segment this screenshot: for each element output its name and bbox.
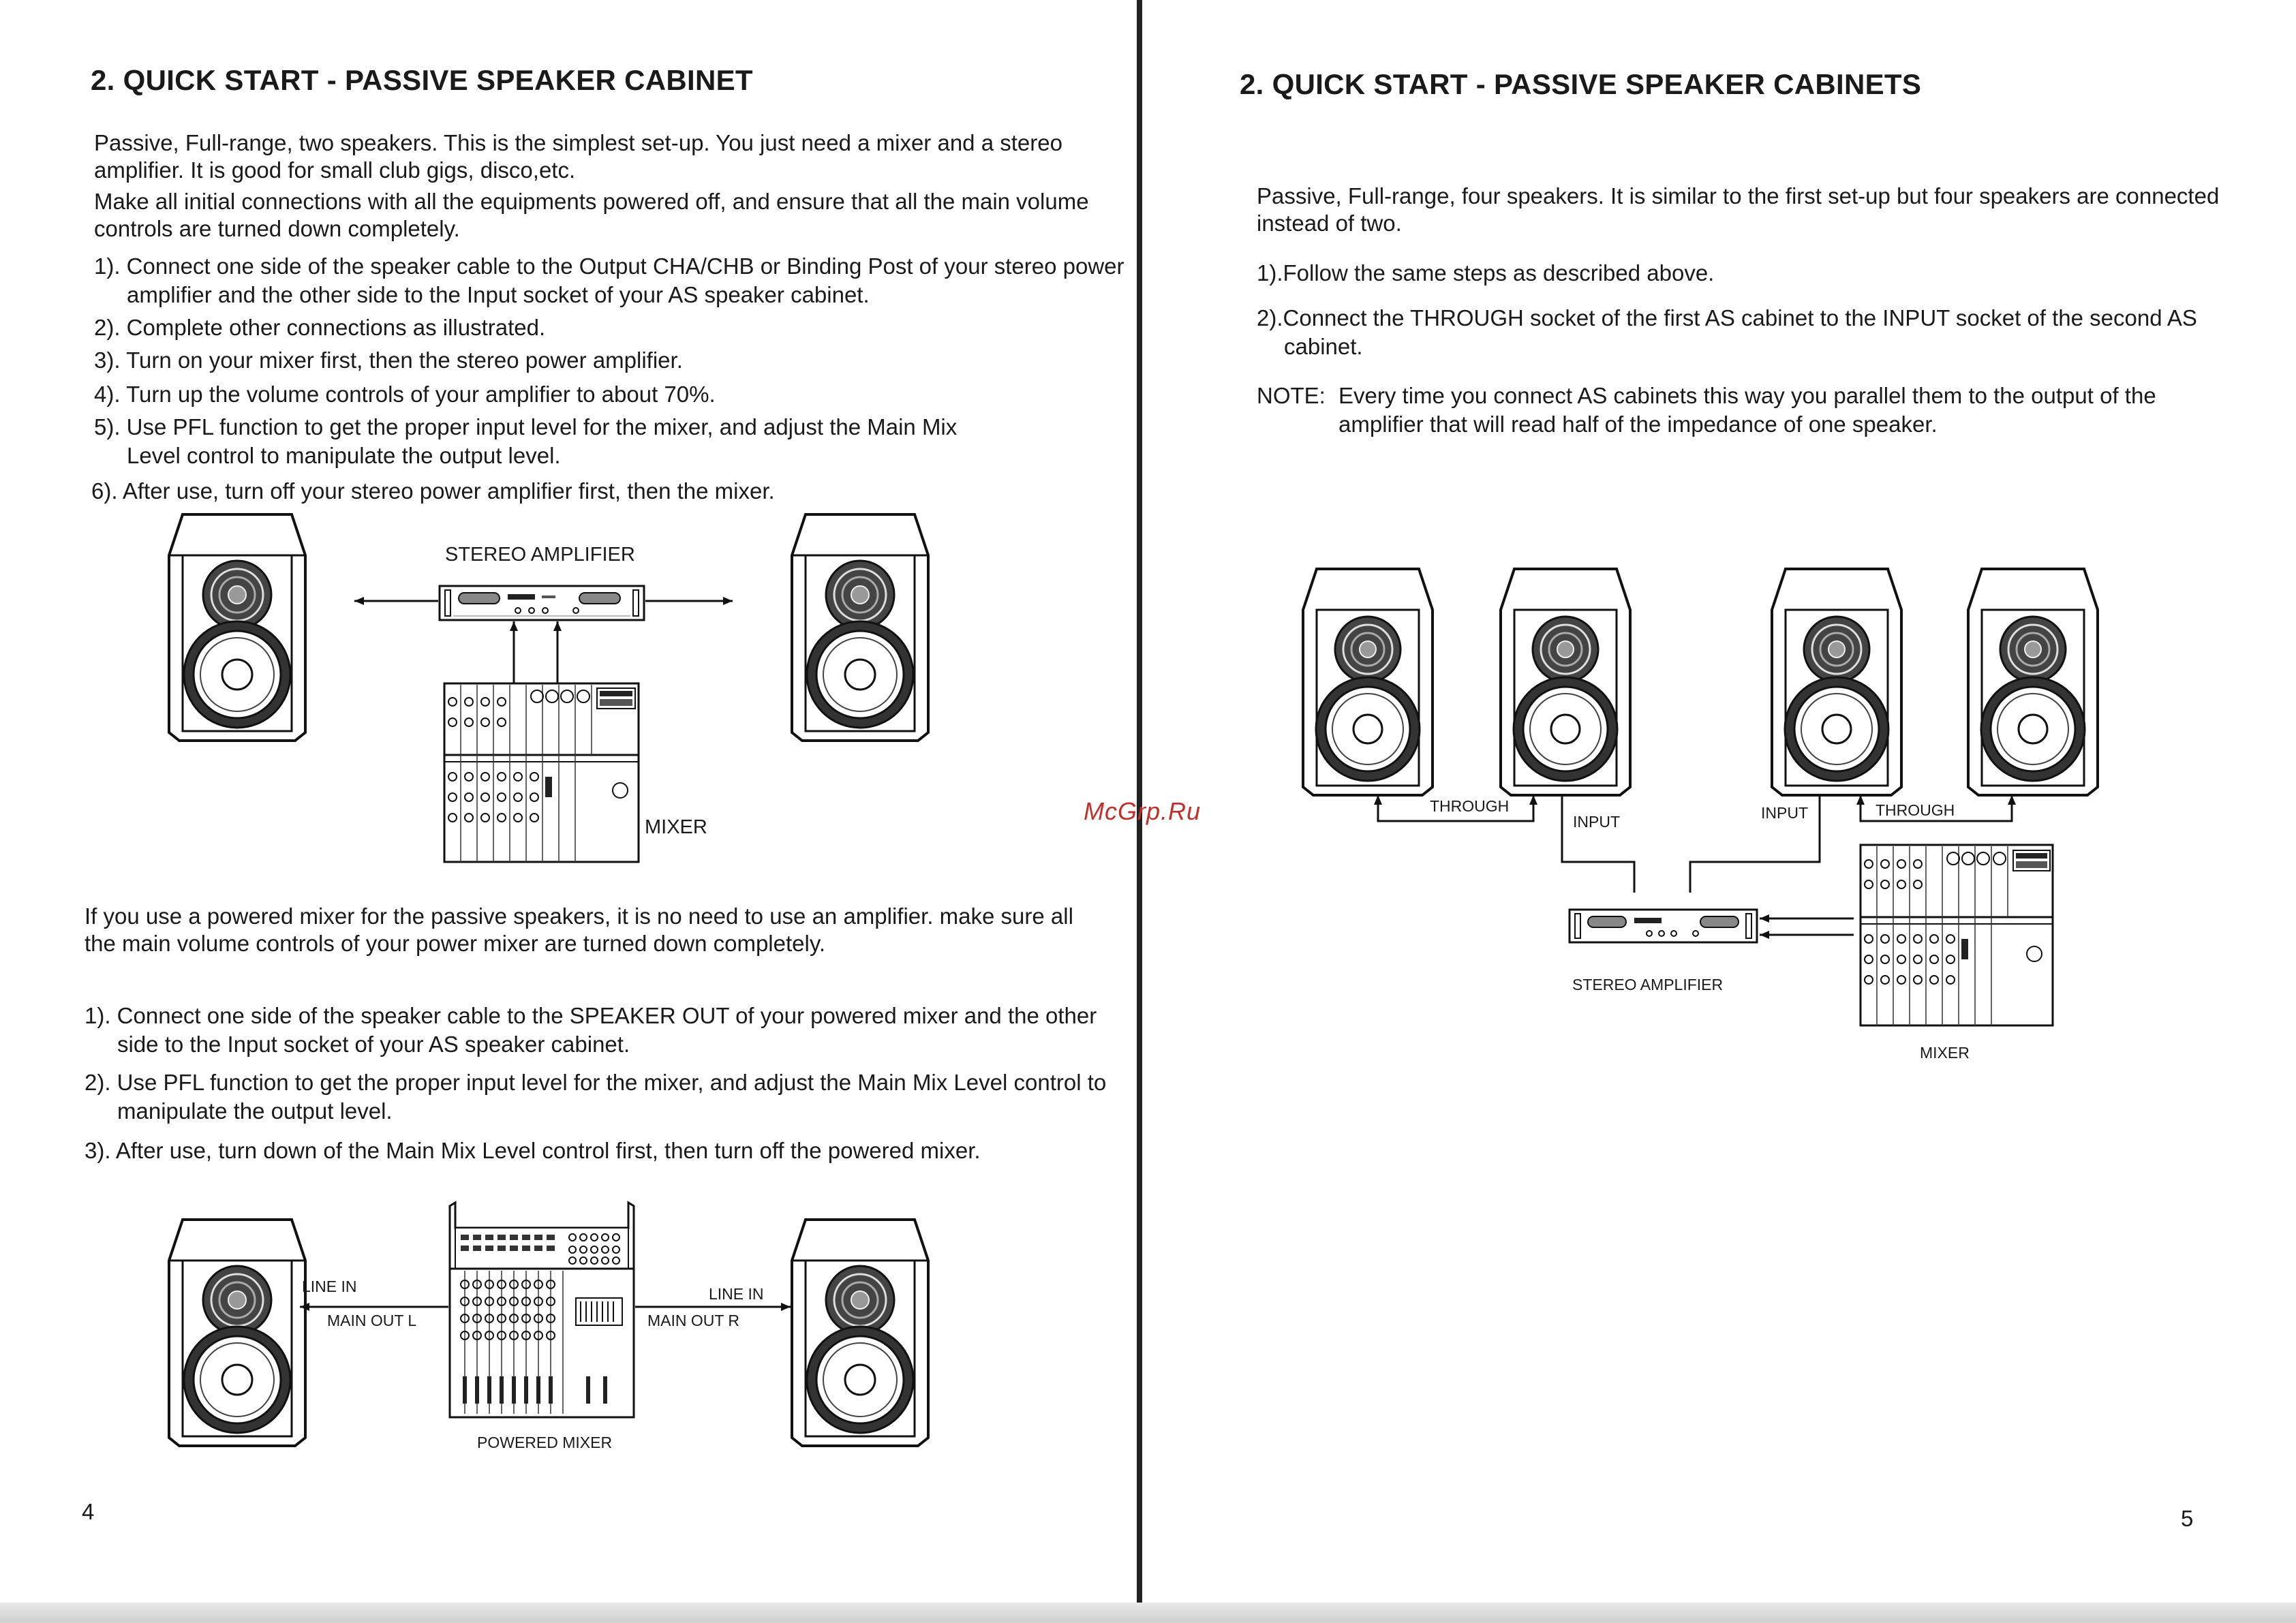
step-item: 2). Complete other connections as illustrated. [94, 315, 546, 340]
step-item: 1).Follow the same steps as described above. [1257, 260, 1715, 285]
diagram-four-speakers [1145, 0, 2296, 1623]
main-out-r-label: MAIN OUT R [647, 1312, 740, 1329]
powered-step-item: 1). Connect one side of the speaker cable to the SPEAKER OUT of your powered mixer and the other side to the Input socket of your AS speaker cabinet. [85, 1003, 1097, 1057]
mixer [1861, 845, 2053, 1025]
step-item: 2).Connect the THROUGH socket of the first AS cabinet to the INPUT socket of the second AS cabinet. [1257, 305, 2197, 359]
line-in-right-label: LINE IN [709, 1285, 764, 1303]
step-item: 4). Turn up the volume controls of your amplifier to about 70%. [94, 382, 716, 407]
powered-mixer-label: POWERED MIXER [477, 1434, 613, 1451]
intro-paragraph: Make all initial connections with all the equipments powered off, and ensure that all the main volume controls are turned down completely. [94, 189, 1089, 241]
speaker-3 [1772, 569, 1901, 795]
stereo-amplifier [1570, 910, 1757, 942]
amplifier-label: STEREO AMPLIFIER [1572, 976, 1724, 993]
intro-paragraph: Passive, Full-range, two speakers. This is the simplest set-up. You just need a mixer and a stereo amplifier. It is good for small club gigs, disco,etc. [94, 130, 1062, 183]
page-title: 2. QUICK START - PASSIVE SPEAKER CABINET [91, 64, 753, 96]
diagram-powered-mixer [0, 0, 1139, 1623]
powered-mixer-intro: If you use a powered mixer for the passive speakers, it is no need to use an amplifier. make sure all the main volume controls of your power mixer are turned down completely. [85, 903, 1073, 956]
input-right-label: INPUT [1761, 804, 1808, 822]
speaker-right [792, 1220, 928, 1446]
speaker-4 [1968, 569, 2098, 795]
speaker-2 [1501, 569, 1630, 795]
powered-step-item: 3). After use, turn down of the Main Mix Level control first, then turn off the powered mixer. [85, 1138, 981, 1163]
mixer-label: MIXER [645, 816, 707, 838]
through-right-label: THROUGH [1876, 801, 1955, 819]
watermark: McGrp.Ru [1084, 797, 1201, 825]
step-item: 1). Connect one side of the speaker cable to the Output CHA/CHB or Binding Post of your stereo power amplifier and the other side to the Input socket of your AS speaker cabinet. [94, 253, 1124, 307]
line-in-left-label: LINE IN [302, 1278, 357, 1295]
through-left-label: THROUGH [1430, 797, 1510, 815]
right-page [1145, 0, 2296, 1623]
amplifier-label: STEREO AMPLIFIER [445, 544, 635, 566]
mixer-label: MIXER [1920, 1044, 1970, 1062]
note-label: NOTE: [1257, 383, 1326, 408]
left-page [0, 0, 1139, 1623]
page-title: 2. QUICK START - PASSIVE SPEAKER CABINETS [1240, 68, 1922, 100]
input-left-label: INPUT [1573, 813, 1620, 831]
speaker-1 [1303, 569, 1433, 795]
intro-paragraph: Passive, Full-range, four speakers. It is similar to the first set-up but four speakers are connected instead of two. [1257, 183, 2220, 236]
step-item: 3). Turn on your mixer first, then the stereo power amplifier. [94, 347, 683, 373]
powered-mixer [450, 1203, 634, 1417]
note-text: Every time you connect AS cabinets this way you parallel them to the output of the amplifier that will read half of the impedance of one speaker. [1338, 383, 2156, 437]
page-number: 4 [82, 1499, 95, 1524]
step-item: 5). Use PFL function to get the proper input level for the mixer, and adjust the Main Mix Level control to manipulate the output level. [94, 414, 958, 468]
page-number: 5 [2181, 1506, 2194, 1531]
speaker-left [169, 1220, 305, 1446]
main-out-l-label: MAIN OUT L [327, 1312, 417, 1329]
step-item: 6). After use, turn off your stereo power amplifier first, then the mixer. [91, 478, 775, 504]
powered-step-item: 2). Use PFL function to get the proper input level for the mixer, and adjust the Main Mix Level control to manipulate the output level. [85, 1070, 1107, 1124]
